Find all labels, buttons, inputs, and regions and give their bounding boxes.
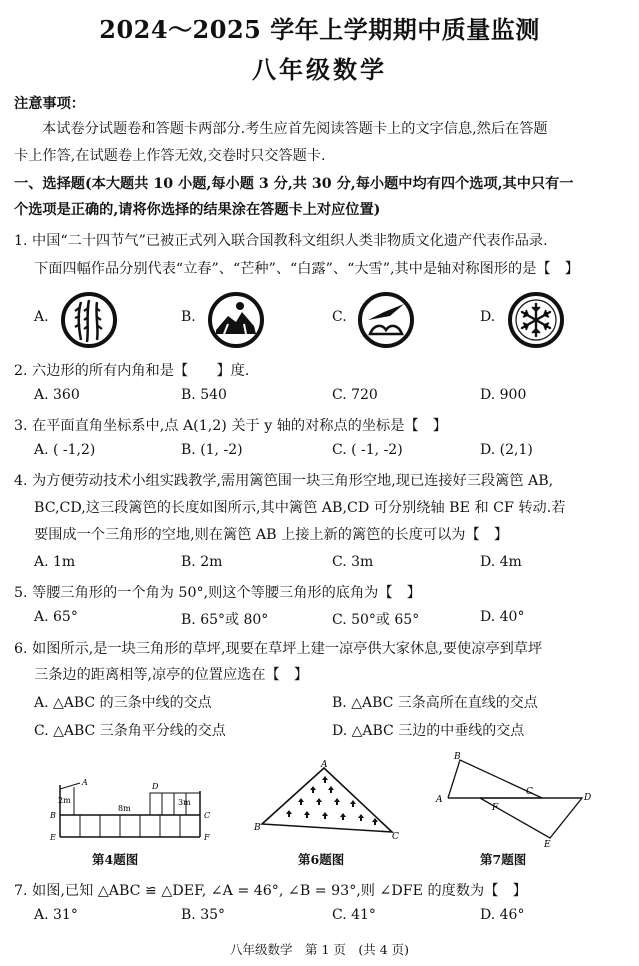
q4-option-c: C. 3m — [332, 554, 374, 570]
page-footer: 八年级数学 第 1 页 (共 4 页) — [229, 942, 410, 957]
q3-option-a: A. ( -1,2) — [34, 442, 96, 458]
figure-6-triangle-lawn — [252, 760, 402, 840]
fig4-label-a: A — [82, 778, 88, 787]
q1-option-c-label: C. — [332, 309, 347, 325]
figure-6-caption: 第6题图 — [298, 852, 345, 867]
fig4-label-e: E — [50, 833, 56, 842]
q4-option-a: A. 1m — [34, 554, 76, 570]
fig4-length-cd: 3m — [178, 798, 191, 807]
q7-option-c: C. 41° — [332, 907, 376, 923]
q3-option-d: D. (2,1) — [480, 442, 533, 458]
fig4-label-d: D — [152, 782, 159, 791]
notice-line-2: 卡上作答,在试题卷上作答无效,交卷时只交答题卡. — [14, 148, 326, 164]
q5-stem: 5. 等腰三角形的一个角为 50°,则这个等腰三角形的底角为【 】 — [14, 585, 421, 601]
fig4-label-b: B — [50, 811, 56, 820]
q4-stem-line-1: 4. 为方便劳动技术小组实践教学,需用篱笆围一块三角形空地,现已连接好三段篱笆 AB, — [14, 473, 554, 489]
q3-option-b: B. (1, -2) — [181, 442, 243, 458]
q6-option-a: A. △ABC 的三条中线的交点 — [34, 695, 212, 711]
q1-stem-line-1: 1. 中国“二十四节气”已被正式列入联合国教科文组织人类非物质文化遗产代表作品录. — [14, 233, 548, 249]
fig7-label-d: D — [584, 793, 592, 803]
q4-stem-line-2: BC,CD,这三段篱笆的长度如图所示,其中篱笆 AB,CD 可分别绕轴 BE 和 CF 转动.若 — [34, 500, 566, 516]
q4-option-b: B. 2m — [181, 554, 223, 570]
q7-option-a: A. 31° — [34, 907, 78, 923]
willow-tree-icon — [59, 290, 119, 350]
q4-option-d: D. 4m — [480, 554, 522, 570]
section-heading-line-2: 个选项是正确的,请将你选择的结果涂在答题卡上对应位置) — [14, 202, 381, 218]
q3-stem: 3. 在平面直角坐标系中,点 A(1,2) 关于 y 轴的对称点的坐标是【 】 — [14, 418, 447, 434]
fig6-label-b: B — [254, 823, 261, 833]
fig7-label-e: E — [544, 840, 551, 847]
q6-option-b: B. △ABC 三条高所在直线的交点 — [332, 695, 538, 711]
q6-stem-line-1: 6. 如图所示,是一块三角形的草坪,现要在草坪上建一凉亭供大家休息,要使凉亭到草坪 — [14, 641, 543, 657]
q1-stem-line-2: 下面四幅作品分别代表“立春”、“芒种”、“白露”、“大雪”,其中是轴对称图形的是【 】 — [34, 261, 579, 277]
q1-option-a-label: A. — [34, 309, 49, 325]
q5-option-c: C. 50°或 65° — [332, 612, 420, 628]
fig4-length-bc: 8m — [118, 804, 131, 813]
q2-option-a: A. 360 — [34, 387, 80, 403]
q1-option-b-label: B. — [181, 309, 196, 325]
q6-option-d: D. △ABC 三边的中垂线的交点 — [332, 723, 525, 739]
q2-option-b: B. 540 — [181, 387, 227, 403]
notice-heading: 注意事项： — [14, 96, 85, 112]
fig4-label-f: F — [204, 833, 210, 842]
q2-stem: 2. 六边形的所有内角和是【 】度. — [14, 363, 250, 379]
fig7-label-a: A — [436, 795, 443, 805]
q5-option-d: D. 40° — [480, 609, 525, 625]
bird-dew-icon — [356, 290, 416, 350]
figure-4-fence-diagram — [40, 775, 220, 845]
fig6-label-c: C — [392, 832, 399, 840]
q5-option-a: A. 65° — [34, 609, 78, 625]
fig7-label-c: C — [526, 787, 533, 797]
fig7-label-f: F — [492, 803, 499, 813]
q7-option-b: B. 35° — [181, 907, 226, 923]
figure-4-caption: 第4题图 — [92, 852, 139, 867]
notice-line-1: 本试卷分试题卷和答题卡两部分.考生应首先阅读答题卡上的文字信息,然后在答题 — [42, 121, 548, 137]
exam-title: 2024～2025 学年上学期期中质量监测 — [99, 15, 540, 44]
q2-option-d: D. 900 — [480, 387, 527, 403]
q1-option-d-label: D. — [480, 309, 496, 325]
q4-stem-line-3: 要围成一个三角形的空地,则在篱笆 AB 上接上新的篱笆的长度可以为【 】 — [34, 527, 509, 543]
snowflake-icon — [506, 290, 566, 350]
fig6-label-a: A — [321, 760, 328, 770]
figure-7-congruent-triangles — [430, 752, 595, 847]
q5-option-b: B. 65°或 80° — [181, 612, 269, 628]
q3-option-c: C. ( -1, -2) — [332, 442, 403, 458]
q2-option-c: C. 720 — [332, 387, 378, 403]
q6-option-c: C. △ABC 三条角平分线的交点 — [34, 723, 226, 739]
fig4-label-c: C — [204, 811, 211, 820]
q7-option-d: D. 46° — [480, 907, 525, 923]
fig4-length-ab: 2m — [58, 796, 71, 805]
section-heading-line-1: 一、选择题(本大题共 10 小题,每小题 3 分,共 30 分,每小题中均有四个选项,其中只有一 — [14, 176, 574, 192]
q7-stem: 7. 如图,已知 △ABC ≌ △DEF, ∠A = 46°, ∠B = 93°,则 ∠DFE 的度数为【 】 — [14, 883, 527, 899]
figure-7-caption: 第7题图 — [480, 852, 527, 867]
farmer-field-icon — [206, 290, 266, 350]
exam-subject: 八年级数学 — [252, 55, 387, 84]
q6-stem-line-2: 三条边的距离相等,凉亭的位置应选在【 】 — [34, 667, 309, 683]
fig7-label-b: B — [454, 752, 461, 762]
